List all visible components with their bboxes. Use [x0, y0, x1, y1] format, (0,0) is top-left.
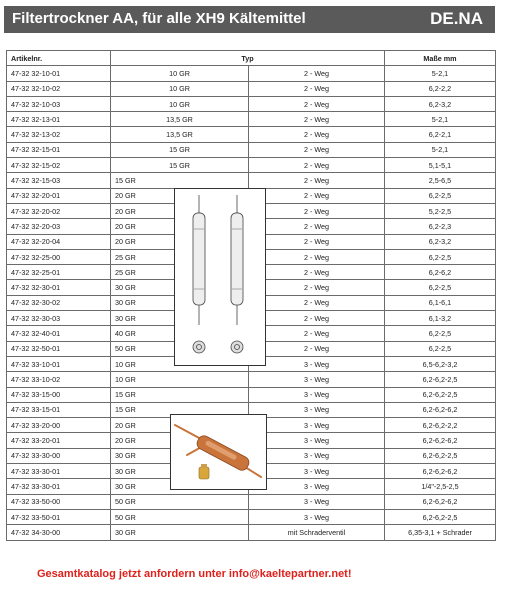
size-cell: 50 GR — [111, 494, 249, 509]
dims-cell: 5-2,1 — [385, 142, 496, 157]
dims-cell: 6,1-6,1 — [385, 295, 496, 310]
size-cell: 15 GR — [111, 142, 249, 157]
way-cell: 2 - Weg — [249, 127, 385, 142]
article-cell: 47-32 32-20-03 — [7, 219, 111, 234]
table-row — [7, 387, 496, 402]
three-way-dryer-photo — [170, 414, 267, 490]
way-cell: mit Schraderventil — [249, 525, 385, 540]
article-cell: 47-32 32-30-02 — [7, 295, 111, 310]
size-cell: 10 GR — [111, 81, 249, 96]
three-way-dryer-svg — [171, 415, 266, 489]
way-cell: 2 - Weg — [249, 142, 385, 157]
table-row — [7, 81, 496, 96]
dims-cell: 6,2-6,2 — [385, 265, 496, 280]
size-cell: 20 GR — [111, 203, 249, 218]
article-cell: 47-32 32-20-02 — [7, 203, 111, 218]
two-way-drawing-svg — [175, 189, 265, 365]
size-cell: 10 GR — [111, 96, 249, 111]
way-cell: 2 - Weg — [249, 219, 385, 234]
size-cell: 30 GR — [111, 448, 249, 463]
size-cell: 25 GR — [111, 265, 249, 280]
way-cell: 2 - Weg — [249, 81, 385, 96]
article-cell: 47-32 32-25-00 — [7, 249, 111, 264]
dims-cell: 6,2-6,2-2,5 — [385, 372, 496, 387]
article-cell: 47-32 33-15-00 — [7, 387, 111, 402]
article-cell: 47-32 32-20-04 — [7, 234, 111, 249]
way-cell: 3 - Weg — [249, 418, 385, 433]
article-cell: 47-32 32-30-01 — [7, 280, 111, 295]
article-cell: 47-32 33-30-01 — [7, 464, 111, 479]
size-cell: 15 GR — [111, 402, 249, 417]
size-cell: 30 GR — [111, 525, 249, 540]
size-cell: 20 GR — [111, 219, 249, 234]
article-cell: 47-32 32-10-02 — [7, 81, 111, 96]
size-cell: 15 GR — [111, 173, 249, 188]
dims-cell: 6,2-2,3 — [385, 219, 496, 234]
size-cell: 30 GR — [111, 311, 249, 326]
way-cell: 2 - Weg — [249, 96, 385, 111]
dims-cell: 6,2-6,2-2,5 — [385, 387, 496, 402]
size-cell: 20 GR — [111, 234, 249, 249]
dims-cell: 5-2,1 — [385, 66, 496, 81]
table-row — [7, 372, 496, 387]
size-cell: 30 GR — [111, 280, 249, 295]
article-cell: 47-32 33-10-02 — [7, 372, 111, 387]
dims-cell: 6,2-3,2 — [385, 234, 496, 249]
article-cell: 47-32 33-15-01 — [7, 402, 111, 417]
way-cell: 3 - Weg — [249, 464, 385, 479]
article-cell: 47-32 32-25-01 — [7, 265, 111, 280]
way-cell: 3 - Weg — [249, 479, 385, 494]
table-row — [7, 173, 496, 188]
dims-cell: 5-2,1 — [385, 112, 496, 127]
way-cell: 2 - Weg — [249, 295, 385, 310]
page-title: Filtertrockner AA, für alle XH9 Kältemittel — [12, 10, 306, 27]
way-cell: 2 - Weg — [249, 66, 385, 81]
size-cell: 20 GR — [111, 418, 249, 433]
dims-cell: 6,2-6,2-6,2 — [385, 433, 496, 448]
way-cell: 2 - Weg — [249, 173, 385, 188]
way-cell: 3 - Weg — [249, 372, 385, 387]
size-cell: 15 GR — [111, 158, 249, 173]
article-cell: 47-32 33-30-00 — [7, 448, 111, 463]
brand-name: DE.NA — [430, 9, 483, 28]
size-cell: 30 GR — [111, 479, 249, 494]
way-cell: 2 - Weg — [249, 280, 385, 295]
catalog-header — [4, 6, 495, 33]
article-cell: 47-32 32-15-02 — [7, 158, 111, 173]
size-cell: 20 GR — [111, 188, 249, 203]
dims-cell: 6,2-6,2-2,5 — [385, 448, 496, 463]
table-row — [7, 142, 496, 157]
article-cell: 47-32 33-50-01 — [7, 509, 111, 524]
dims-cell: 6,2-2,5 — [385, 326, 496, 341]
dims-cell: 6,2-6,2-2,5 — [385, 509, 496, 524]
size-cell: 10 GR — [111, 372, 249, 387]
table-row — [7, 96, 496, 111]
way-cell: 2 - Weg — [249, 203, 385, 218]
way-cell: 2 - Weg — [249, 326, 385, 341]
table-header-row — [7, 51, 496, 66]
article-cell: 47-32 32-20-01 — [7, 188, 111, 203]
table-row — [7, 158, 496, 173]
size-cell: 30 GR — [111, 464, 249, 479]
dims-cell: 6,2-6,2-6,2 — [385, 464, 496, 479]
article-cell: 47-32 32-15-03 — [7, 173, 111, 188]
dims-cell: 6,2-6,2-6,2 — [385, 402, 496, 417]
way-cell: 3 - Weg — [249, 509, 385, 524]
dims-cell: 2,5-6,5 — [385, 173, 496, 188]
dims-cell: 6,2-3,2 — [385, 96, 496, 111]
size-cell: 50 GR — [111, 509, 249, 524]
article-cell: 47-32 32-40-01 — [7, 326, 111, 341]
way-cell: 2 - Weg — [249, 188, 385, 203]
dims-cell: 6,2-6,2-2,2 — [385, 418, 496, 433]
table-row — [7, 525, 496, 540]
two-way-drawing — [174, 188, 266, 366]
way-cell: 3 - Weg — [249, 433, 385, 448]
dims-cell: 6,1-3,2 — [385, 311, 496, 326]
dims-cell: 6,2-2,2 — [385, 81, 496, 96]
size-cell: 20 GR — [111, 433, 249, 448]
table-row — [7, 494, 496, 509]
article-cell: 47-32 32-15-01 — [7, 142, 111, 157]
column-header-dims: Maße mm — [385, 51, 496, 66]
article-cell: 47-32 33-20-00 — [7, 418, 111, 433]
way-cell: 2 - Weg — [249, 249, 385, 264]
dims-cell: 6,2-6,2-6,2 — [385, 494, 496, 509]
article-cell: 47-32 33-10-01 — [7, 356, 111, 371]
way-cell: 3 - Weg — [249, 494, 385, 509]
dims-cell: 5,1-5,1 — [385, 158, 496, 173]
size-cell: 15 GR — [111, 387, 249, 402]
size-cell: 13,5 GR — [111, 127, 249, 142]
dims-cell: 6,2-2,5 — [385, 280, 496, 295]
way-cell: 2 - Weg — [249, 234, 385, 249]
article-cell: 47-32 32-10-01 — [7, 66, 111, 81]
article-cell: 47-32 34-30-00 — [7, 525, 111, 540]
dims-cell: 6,2-2,1 — [385, 127, 496, 142]
way-cell: 2 - Weg — [249, 265, 385, 280]
dims-cell: 6,35-3,1 + Schrader — [385, 525, 496, 540]
article-cell: 47-32 32-13-02 — [7, 127, 111, 142]
article-cell: 47-32 32-50-01 — [7, 341, 111, 356]
table-row — [7, 112, 496, 127]
column-header-type: Typ — [111, 51, 385, 66]
table-row — [7, 509, 496, 524]
way-cell: 2 - Weg — [249, 341, 385, 356]
way-cell: 3 - Weg — [249, 387, 385, 402]
catalog-request-link[interactable]: Gesamtkatalog jetzt anfordern unter info@kaeltepartner.net! — [37, 568, 352, 580]
article-cell: 47-32 33-50-00 — [7, 494, 111, 509]
size-cell: 50 GR — [111, 341, 249, 356]
way-cell: 2 - Weg — [249, 158, 385, 173]
size-cell: 13,5 GR — [111, 112, 249, 127]
dims-cell: 6,2-2,5 — [385, 249, 496, 264]
way-cell: 2 - Weg — [249, 311, 385, 326]
article-cell: 47-32 33-20-01 — [7, 433, 111, 448]
way-cell: 3 - Weg — [249, 448, 385, 463]
article-cell: 47-32 32-13-01 — [7, 112, 111, 127]
article-cell: 47-32 32-30-03 — [7, 311, 111, 326]
size-cell: 30 GR — [111, 295, 249, 310]
table-row — [7, 127, 496, 142]
dims-cell: 6,5-6,2-3,2 — [385, 356, 496, 371]
column-header-article: Artikelnr. — [7, 51, 111, 66]
dims-cell: 5,2-2,5 — [385, 203, 496, 218]
size-cell: 10 GR — [111, 66, 249, 81]
table-row — [7, 66, 496, 81]
size-cell: 10 GR — [111, 356, 249, 371]
way-cell: 2 - Weg — [249, 112, 385, 127]
size-cell: 40 GR — [111, 326, 249, 341]
way-cell: 3 - Weg — [249, 402, 385, 417]
article-cell: 47-32 32-10-03 — [7, 96, 111, 111]
way-cell: 3 - Weg — [249, 356, 385, 371]
size-cell: 25 GR — [111, 249, 249, 264]
dims-cell: 6,2-2,5 — [385, 188, 496, 203]
article-cell: 47-32 33-30-01 — [7, 479, 111, 494]
dims-cell: 6,2-2,5 — [385, 341, 496, 356]
dims-cell: 1/4"-2,5-2,5 — [385, 479, 496, 494]
